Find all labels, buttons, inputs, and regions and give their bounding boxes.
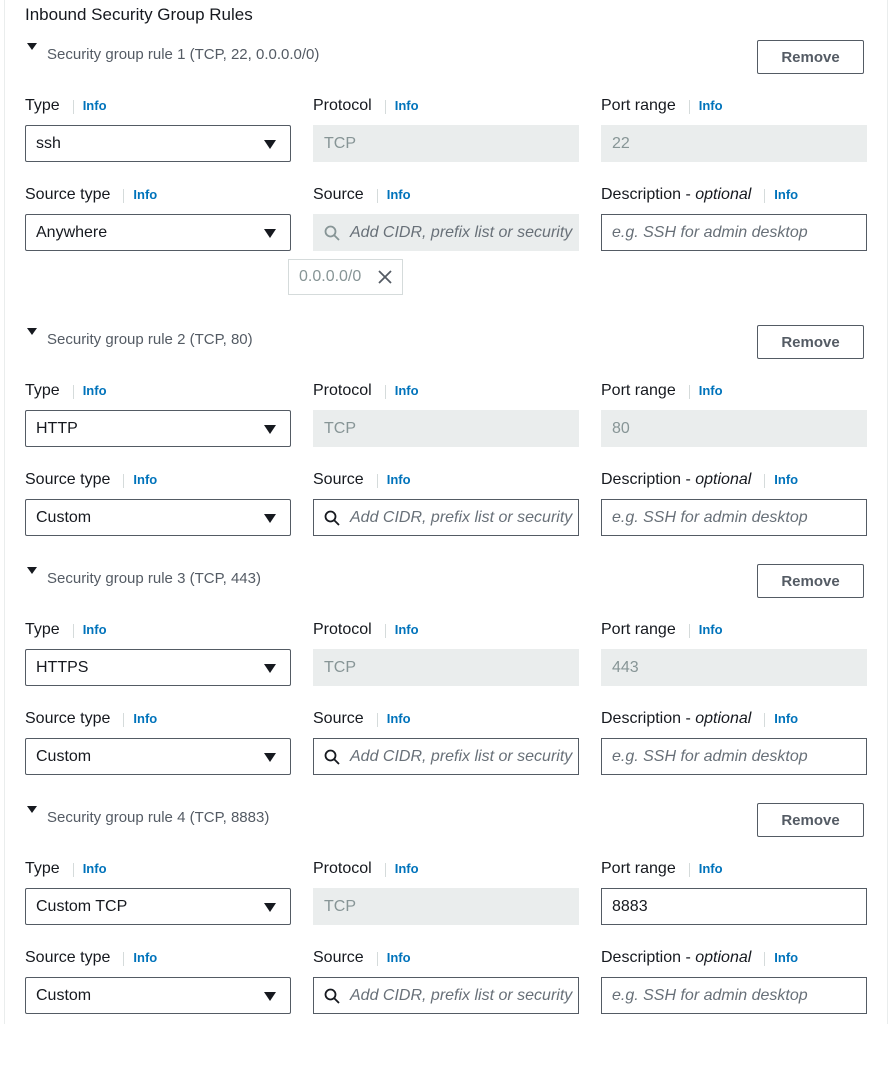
type-value: ssh bbox=[36, 135, 61, 152]
optional-text: optional bbox=[695, 471, 752, 488]
dropdown-arrow-icon bbox=[264, 425, 276, 434]
info-link[interactable]: Info bbox=[764, 472, 798, 487]
source-label bbox=[313, 471, 411, 489]
protocol-label-text: Protocol bbox=[313, 860, 372, 877]
source-type-select[interactable] bbox=[25, 977, 291, 1014]
type-select[interactable] bbox=[25, 410, 291, 447]
source-type-select[interactable] bbox=[25, 499, 291, 536]
type-label bbox=[25, 97, 107, 115]
protocol-label bbox=[313, 97, 419, 115]
source-token bbox=[288, 259, 403, 295]
protocol-value: TCP bbox=[324, 659, 356, 676]
type-select[interactable] bbox=[25, 888, 291, 925]
protocol-label-text: Protocol bbox=[313, 97, 372, 114]
description-label-text: Description - bbox=[601, 186, 696, 203]
caret-down-icon[interactable] bbox=[27, 43, 37, 50]
dropdown-arrow-icon bbox=[264, 903, 276, 912]
info-link[interactable]: Info bbox=[689, 98, 723, 113]
type-label bbox=[25, 621, 107, 639]
source-type-label-text: Source type bbox=[25, 471, 111, 488]
section-title: Inbound Security Group Rules bbox=[25, 5, 253, 24]
source-type-value: Custom bbox=[36, 987, 92, 1004]
security-group-rule bbox=[0, 40, 893, 325]
source-token-value: 0.0.0.0/0 bbox=[299, 268, 362, 285]
port-range-value: 22 bbox=[612, 135, 630, 152]
caret-down-icon[interactable] bbox=[27, 567, 37, 574]
source-type-label bbox=[25, 710, 157, 728]
type-label bbox=[25, 860, 107, 878]
close-icon[interactable] bbox=[378, 270, 392, 284]
source-label-text: Source bbox=[313, 186, 364, 203]
caret-down-icon[interactable] bbox=[27, 328, 37, 335]
info-link[interactable]: Info bbox=[764, 711, 798, 726]
protocol-label bbox=[313, 860, 419, 878]
port-range-label-text: Port range bbox=[601, 97, 676, 114]
remove-button[interactable]: Remove bbox=[757, 803, 864, 837]
info-link[interactable]: Info bbox=[689, 861, 723, 876]
info-link[interactable]: Info bbox=[689, 622, 723, 637]
port-range-label bbox=[601, 860, 723, 878]
dropdown-arrow-icon bbox=[264, 992, 276, 1001]
remove-button[interactable]: Remove bbox=[757, 40, 864, 74]
port-range-value: 8883 bbox=[612, 898, 648, 915]
info-link[interactable]: Info bbox=[689, 383, 723, 398]
description-placeholder: e.g. SSH for admin desktop bbox=[612, 748, 808, 765]
port-range-field bbox=[601, 410, 867, 447]
dropdown-arrow-icon bbox=[264, 753, 276, 762]
source-placeholder: Add CIDR, prefix list or security bbox=[350, 987, 573, 1004]
protocol-label-text: Protocol bbox=[313, 621, 372, 638]
port-range-label bbox=[601, 621, 723, 639]
info-link[interactable]: Info bbox=[764, 187, 798, 202]
protocol-label-text: Protocol bbox=[313, 382, 372, 399]
protocol-value: TCP bbox=[324, 135, 356, 152]
info-link[interactable]: Info bbox=[385, 622, 419, 637]
info-link[interactable]: Info bbox=[123, 187, 157, 202]
rule-header[interactable] bbox=[25, 40, 875, 76]
rule-title: Security group rule 4 (TCP, 8883) bbox=[47, 809, 270, 826]
dropdown-arrow-icon bbox=[264, 140, 276, 149]
info-link[interactable]: Info bbox=[73, 383, 107, 398]
info-link[interactable]: Info bbox=[385, 861, 419, 876]
rule-title: Security group rule 1 (TCP, 22, 0.0.0.0/0) bbox=[47, 46, 320, 63]
remove-button[interactable]: Remove bbox=[757, 564, 864, 598]
type-label-text: Type bbox=[25, 621, 60, 638]
protocol-field bbox=[313, 888, 579, 925]
protocol-value: TCP bbox=[324, 898, 356, 915]
description-input[interactable] bbox=[601, 214, 867, 251]
source-label-text: Source bbox=[313, 471, 364, 488]
caret-down-icon[interactable] bbox=[27, 806, 37, 813]
rule-header[interactable] bbox=[25, 325, 875, 361]
security-group-rule bbox=[0, 803, 893, 1088]
protocol-label bbox=[313, 621, 419, 639]
type-value: HTTP bbox=[36, 420, 78, 437]
port-range-label bbox=[601, 382, 723, 400]
source-type-value: Custom bbox=[36, 748, 92, 765]
port-range-value: 80 bbox=[612, 420, 630, 437]
protocol-field bbox=[313, 125, 579, 162]
description-placeholder: e.g. SSH for admin desktop bbox=[612, 509, 808, 526]
info-link[interactable]: Info bbox=[764, 950, 798, 965]
rule-header[interactable] bbox=[25, 803, 875, 839]
type-value: HTTPS bbox=[36, 659, 89, 676]
source-type-label-text: Source type bbox=[25, 186, 111, 203]
source-label bbox=[313, 710, 411, 728]
info-link[interactable]: Info bbox=[377, 950, 411, 965]
dropdown-arrow-icon bbox=[264, 229, 276, 238]
type-value: Custom TCP bbox=[36, 898, 128, 915]
port-range-field bbox=[601, 649, 867, 686]
port-range-field[interactable] bbox=[601, 888, 867, 925]
protocol-field bbox=[313, 410, 579, 447]
source-placeholder: Add CIDR, prefix list or security bbox=[350, 224, 573, 241]
search-icon bbox=[324, 225, 340, 241]
info-link[interactable]: Info bbox=[73, 861, 107, 876]
description-label bbox=[601, 186, 798, 204]
type-select[interactable] bbox=[25, 649, 291, 686]
source-type-select[interactable] bbox=[25, 214, 291, 251]
port-range-label-text: Port range bbox=[601, 860, 676, 877]
description-label bbox=[601, 710, 798, 728]
source-label bbox=[313, 949, 411, 967]
source-label bbox=[313, 186, 411, 204]
search-icon bbox=[324, 988, 340, 1004]
source-placeholder: Add CIDR, prefix list or security bbox=[350, 509, 573, 526]
info-link[interactable]: Info bbox=[377, 711, 411, 726]
source-type-label bbox=[25, 949, 157, 967]
info-link[interactable]: Info bbox=[377, 187, 411, 202]
port-range-value: 443 bbox=[612, 659, 639, 676]
source-input bbox=[313, 214, 579, 251]
type-select[interactable] bbox=[25, 125, 291, 162]
info-link[interactable]: Info bbox=[123, 950, 157, 965]
description-input[interactable] bbox=[601, 738, 867, 775]
info-link[interactable]: Info bbox=[385, 383, 419, 398]
info-link[interactable]: Info bbox=[123, 472, 157, 487]
source-label-text: Source bbox=[313, 949, 364, 966]
port-range-field bbox=[601, 125, 867, 162]
rule-title: Security group rule 3 (TCP, 443) bbox=[47, 570, 261, 587]
description-label bbox=[601, 949, 798, 967]
optional-text: optional bbox=[695, 710, 752, 727]
source-input[interactable] bbox=[313, 499, 579, 536]
info-link[interactable]: Info bbox=[377, 472, 411, 487]
description-placeholder: e.g. SSH for admin desktop bbox=[612, 987, 808, 1004]
port-range-label bbox=[601, 97, 723, 115]
dropdown-arrow-icon bbox=[264, 514, 276, 523]
rule-header[interactable] bbox=[25, 564, 875, 600]
optional-text: optional bbox=[695, 949, 752, 966]
source-input[interactable] bbox=[313, 738, 579, 775]
description-label-text: Description - bbox=[601, 710, 696, 727]
info-link[interactable]: Info bbox=[73, 622, 107, 637]
source-type-value: Custom bbox=[36, 509, 92, 526]
type-label-text: Type bbox=[25, 860, 60, 877]
source-type-value: Anywhere bbox=[36, 224, 108, 241]
rule-title: Security group rule 2 (TCP, 80) bbox=[47, 331, 253, 348]
source-placeholder: Add CIDR, prefix list or security bbox=[350, 748, 573, 765]
description-input[interactable] bbox=[601, 499, 867, 536]
protocol-value: TCP bbox=[324, 420, 356, 437]
port-range-label-text: Port range bbox=[601, 382, 676, 399]
source-label-text: Source bbox=[313, 710, 364, 727]
source-type-select[interactable] bbox=[25, 738, 291, 775]
type-label-text: Type bbox=[25, 97, 60, 114]
type-label bbox=[25, 382, 107, 400]
description-label bbox=[601, 471, 798, 489]
optional-text: optional bbox=[695, 186, 752, 203]
source-type-label bbox=[25, 186, 157, 204]
info-link[interactable]: Info bbox=[73, 98, 107, 113]
source-type-label-text: Source type bbox=[25, 710, 111, 727]
source-type-label-text: Source type bbox=[25, 949, 111, 966]
protocol-label bbox=[313, 382, 419, 400]
description-label-text: Description - bbox=[601, 949, 696, 966]
description-placeholder: e.g. SSH for admin desktop bbox=[612, 224, 808, 241]
search-icon bbox=[324, 749, 340, 765]
info-link[interactable]: Info bbox=[123, 711, 157, 726]
description-label-text: Description - bbox=[601, 471, 696, 488]
remove-button[interactable]: Remove bbox=[757, 325, 864, 359]
source-input[interactable] bbox=[313, 977, 579, 1014]
description-input[interactable] bbox=[601, 977, 867, 1014]
protocol-field bbox=[313, 649, 579, 686]
type-label-text: Type bbox=[25, 382, 60, 399]
source-type-label bbox=[25, 471, 157, 489]
dropdown-arrow-icon bbox=[264, 664, 276, 673]
search-icon bbox=[324, 510, 340, 526]
info-link[interactable]: Info bbox=[385, 98, 419, 113]
port-range-label-text: Port range bbox=[601, 621, 676, 638]
